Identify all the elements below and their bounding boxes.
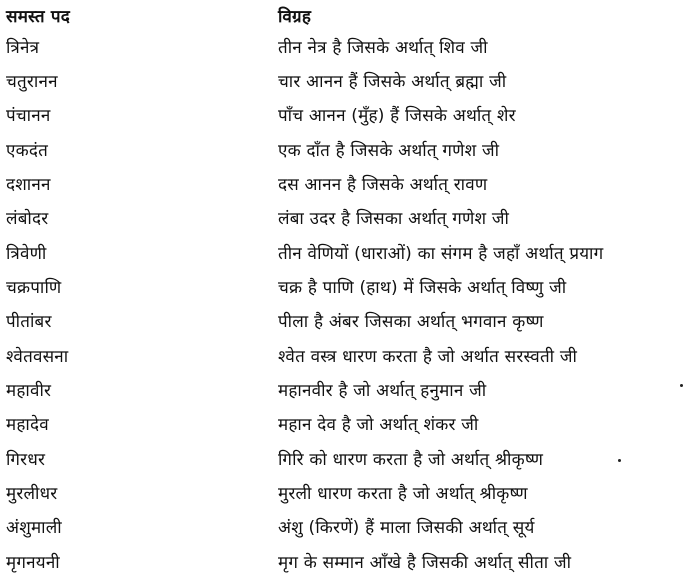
- table-row: [0, 99, 699, 133]
- samast-pad: लंबोदर: [6, 209, 49, 229]
- table-row: [0, 134, 699, 168]
- header-vigrah: विग्रह: [278, 7, 312, 27]
- vigrah: मृग के सम्मान आँखे है जिसकी अर्थात् सीता जी: [278, 553, 572, 573]
- vigrah: पाँच आनन (मुँह) हैं जिसके अर्थात् शेर: [278, 106, 516, 126]
- vigrah: महान देव है जो अर्थात् शंकर जी: [278, 415, 479, 435]
- samast-pad: पंचानन: [6, 106, 51, 126]
- samast-pad: एकदंत: [6, 141, 48, 161]
- vigrah: दस आनन है जिसके अर्थात् रावण: [278, 175, 488, 195]
- samast-pad: चतुरानन: [6, 72, 58, 92]
- vigrah: महानवीर है जो अर्थात् हनुमान जी: [278, 381, 487, 401]
- table-row: [0, 65, 699, 99]
- samast-pad: दशानन: [6, 175, 51, 195]
- samast-pad: श्वेतवसना: [6, 347, 69, 367]
- stray-dot: [618, 459, 621, 462]
- vigrah: लंबा उदर है जिसका अर्थात् गणेश जी: [278, 209, 510, 229]
- table-row: [0, 511, 699, 545]
- header-samast-pad: समस्त पद: [6, 7, 70, 27]
- table-row: [0, 31, 699, 65]
- table-row: [0, 546, 699, 580]
- vigrah: पीला है अंबर जिसका अर्थात् भगवान कृष्ण: [278, 312, 544, 332]
- vigrah: गिरि को धारण करता है जो अर्थात् श्रीकृष्ण: [278, 450, 544, 470]
- samast-pad: चक्रपाणि: [6, 278, 62, 298]
- table-row: [0, 443, 699, 477]
- table-row: [0, 374, 699, 408]
- table-row: [0, 202, 699, 236]
- vigrah: चक्र है पाणि (हाथ) में जिसके अर्थात् विष्णु जी: [278, 278, 567, 298]
- samast-pad: महावीर: [6, 381, 52, 401]
- samast-pad: अंशुमाली: [6, 518, 62, 538]
- table-row: [0, 271, 699, 305]
- vigrah: तीन वेणियों (धाराओं) का संगम है जहाँ अर्थात् प्रयाग: [278, 244, 604, 264]
- samast-pad: मृगनयनी: [6, 553, 60, 573]
- samast-pad: मुरलीधर: [6, 484, 58, 504]
- vigrah: श्वेत वस्त्र धारण करता है जो अर्थात सरस्वती जी: [278, 347, 578, 367]
- samast-pad: गिरधर: [6, 450, 46, 470]
- table-row: [0, 237, 699, 271]
- samast-pad: पीतांबर: [6, 312, 52, 332]
- vigrah: चार आनन हैं जिसके अर्थात् ब्रह्मा जी: [278, 72, 507, 92]
- table-row: [0, 408, 699, 442]
- stray-dot: [680, 384, 683, 387]
- vigrah: अंशु (किरणें) हैं माला जिसकी अर्थात् सूर्य: [278, 518, 535, 538]
- table-row: [0, 477, 699, 511]
- vigrah: एक दाँत है जिसके अर्थात् गणेश जी: [278, 141, 500, 161]
- table-row: [0, 305, 699, 339]
- vigrah: मुरली धारण करता है जो अर्थात् श्रीकृष्ण: [278, 484, 528, 504]
- table-header: [0, 0, 699, 34]
- table-row: [0, 340, 699, 374]
- table-row: [0, 168, 699, 202]
- vigrah: तीन नेत्र है जिसके अर्थात् शिव जी: [278, 38, 488, 58]
- samast-pad: महादेव: [6, 415, 49, 435]
- samast-pad: त्रिवेणी: [6, 244, 47, 264]
- samast-pad: त्रिनेत्र: [6, 38, 40, 58]
